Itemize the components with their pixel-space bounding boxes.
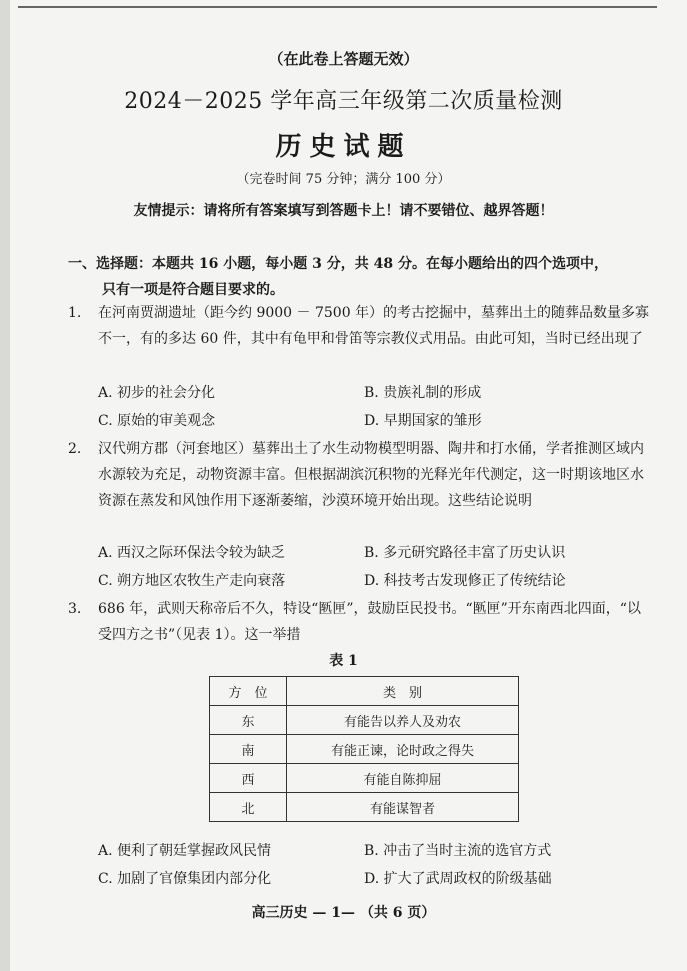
table-1 (209, 676, 519, 822)
option-c[interactable]: C. 朔方地区农牧生产走向衰落 (98, 573, 286, 589)
section-line-2: 只有一项是符合题目要求的。 (102, 282, 284, 298)
question-1 (68, 300, 653, 352)
table-header: 类 别 (287, 677, 519, 706)
option-c[interactable]: C. 原始的审美观念 (98, 413, 216, 429)
table-cell: 东 (210, 706, 287, 735)
page-footer: 高三历史 — 1— （共 6 页） (251, 905, 436, 921)
table-row (210, 735, 519, 764)
table-row (210, 706, 519, 735)
question-number: 2. (68, 441, 82, 457)
table-cell: 有能正谏，论时政之得失 (287, 735, 519, 764)
option-d[interactable]: D. 扩大了武周政权的阶级基础 (364, 871, 552, 887)
table-caption: 表 1 (329, 653, 358, 669)
question-stem: 686 年，武则天称帝后不久，特设“匦匣”，鼓励臣民投书。“匦匣”开东南西北四面，“以受四方之书”（见表 1）。这一举措 (98, 601, 641, 643)
table-row (210, 764, 519, 793)
exam-title: 2024－2025 学年高三年级第二次质量检测 (124, 89, 563, 114)
table-cell: 有能告以养人及劝农 (287, 706, 519, 735)
table-cell: 西 (210, 764, 287, 793)
option-d[interactable]: D. 科技考古发现修正了传统结论 (364, 573, 566, 589)
question-3 (68, 596, 653, 648)
table-header: 方 位 (210, 677, 287, 706)
question-stem: 汉代朔方郡（河套地区）墓葬出土了水生动物模型明器、陶井和打水俑，学者推测区域内水源较为充足，动物资源丰富。但根据湖滨沉积物的光释光年代测定，这一时期该地区水资源在蒸发和风蚀作用下逐渐萎缩，沙漠环境开始出现。这些结论说明 (98, 441, 644, 509)
option-d[interactable]: D. 早期国家的雏形 (364, 413, 482, 429)
question-stem: 在河南贾湖遗址（距今约 9000 － 7500 年）的考古挖掘中，墓葬出土的随葬品数量多寡不一，有的多达 60 件，其中有龟甲和骨笛等宗教仪式用品。由此可知，当时已经出现了 (98, 305, 650, 347)
section-heading (68, 251, 653, 303)
option-a[interactable]: A. 初步的社会分化 (98, 385, 216, 401)
subject-title: 历史试题 (275, 132, 412, 162)
invalid-answer-note: （在此卷上答题无效） (268, 50, 419, 68)
question-number: 1. (68, 305, 82, 321)
option-c[interactable]: C. 加剧了官僚集团内部分化 (98, 871, 272, 887)
table-header-row (210, 677, 519, 706)
table-row (210, 793, 519, 822)
question-2 (68, 436, 653, 514)
friendly-tip: 友情提示：请将所有答案填写到答题卡上！请不要错位、越界答题！ (133, 203, 554, 219)
time-info: （完卷时间 75 分钟；满分 100 分） (236, 172, 451, 187)
option-b[interactable]: B. 多元研究路径丰富了历史认识 (364, 545, 566, 561)
top-rule (18, 6, 657, 8)
table-cell: 有能自陈抑屈 (287, 764, 519, 793)
section-line-1: 一、选择题：本题共 16 小题，每小题 3 分，共 48 分。在每小题给出的四个选项中， (68, 256, 608, 272)
table-cell: 有能谋智者 (287, 793, 519, 822)
option-a[interactable]: A. 便利了朝廷掌握政风民情 (98, 843, 272, 859)
option-b[interactable]: B. 冲击了当时主流的选官方式 (364, 843, 552, 859)
question-number: 3. (68, 601, 82, 617)
option-b[interactable]: B. 贵族礼制的形成 (364, 385, 482, 401)
table-cell: 北 (210, 793, 287, 822)
option-a[interactable]: A. 西汉之际环保法令较为缺乏 (98, 545, 286, 561)
table-cell: 南 (210, 735, 287, 764)
